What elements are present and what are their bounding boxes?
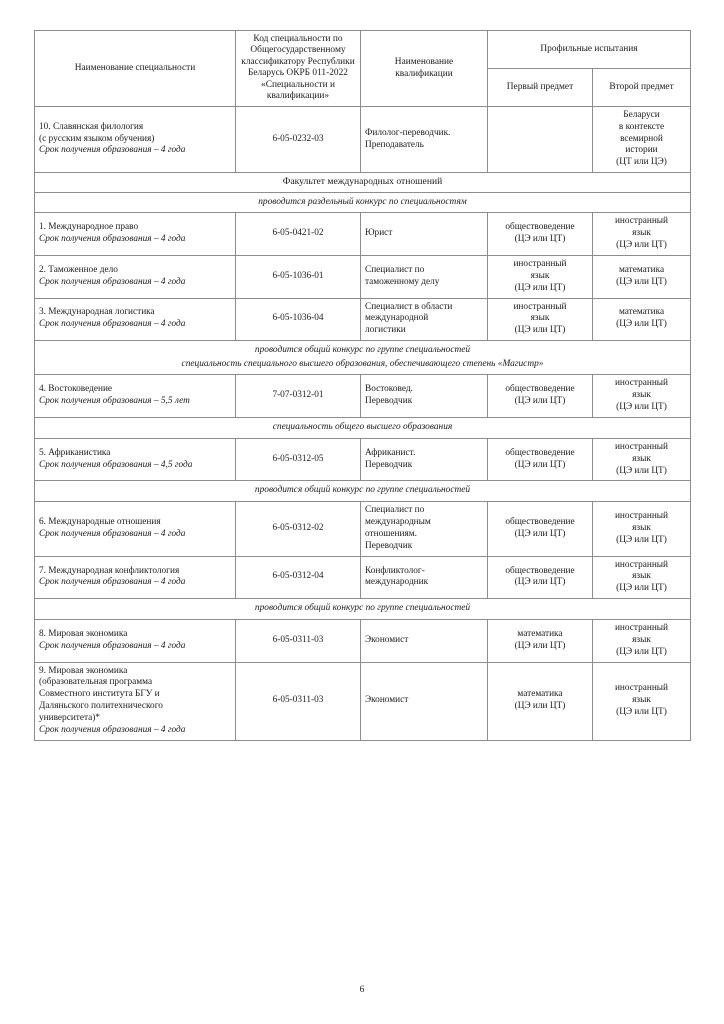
cell-specialty-code: 6-05-0311-03 [236, 619, 361, 662]
cell-qualification: Специалист по международным отношениям. Переводчик [361, 502, 488, 557]
cell-specialty-code: 6-05-0312-05 [236, 438, 361, 481]
cell-qualification: Конфликтолог- международник [361, 556, 488, 599]
cell-specialty-code: 6-05-0232-03 [236, 106, 361, 172]
cell-second-subject: иностранный язык (ЦЭ или ЦТ) [593, 375, 691, 418]
specialty-duration-text: Срок получения образования – 4 года [39, 233, 186, 244]
specialty-name-text: 1. Международное право [39, 222, 139, 233]
cell-specialty-code: 6-05-0312-02 [236, 502, 361, 557]
cell-specialty-name [35, 662, 236, 740]
specialty-duration-text: Срок получения образования – 4 года [39, 577, 186, 588]
cell-second-subject: математика (ЦЭ или ЦТ) [593, 255, 691, 298]
cell-specialty-code: 6-05-1036-04 [236, 298, 361, 341]
specialty-name-text: 4. Востоковедение [39, 384, 113, 395]
cell-specialty-code: 6-05-0421-02 [236, 213, 361, 256]
cell-specialty-code: 6-05-0312-04 [236, 556, 361, 599]
cell-specialty-code: 6-05-1036-01 [236, 255, 361, 298]
specialty-duration-text: Срок получения образования – 4 года [39, 640, 186, 651]
cell-qualification: Африканист. Переводчик [361, 438, 488, 481]
cell-specialty-code: 6-05-0311-03 [236, 662, 361, 740]
table-row [35, 298, 691, 341]
specialty-name-text: 10. Славянская филология (с русским языком обучения) [39, 121, 155, 144]
cell-first-subject: иностранный язык (ЦЭ или ЦТ) [488, 298, 593, 341]
header-first-subject: Первый предмет [488, 68, 593, 106]
cell-specialty-name [35, 556, 236, 599]
header-profile-exams: Профильные испытания [488, 31, 691, 69]
table-row [35, 213, 691, 256]
table-header-row-1 [35, 31, 691, 69]
cell-second-subject: иностранный язык (ЦЭ или ЦТ) [593, 619, 691, 662]
table-row [35, 556, 691, 599]
table-row [35, 375, 691, 418]
specialty-duration-text: Срок получения образования – 4 года [39, 319, 186, 330]
specialty-duration-text: Срок получения образования – 4,5 года [39, 459, 193, 470]
specialty-name-text: 8. Мировая экономика [39, 628, 128, 639]
cell-first-subject: иностранный язык (ЦЭ или ЦТ) [488, 255, 593, 298]
competition-note-row [35, 481, 691, 502]
cell-first-subject: обществоведение (ЦЭ или ЦТ) [488, 213, 593, 256]
specialty-name-text: 2. Таможенное дело [39, 264, 118, 275]
cell-second-subject: иностранный язык (ЦЭ или ЦТ) [593, 213, 691, 256]
cell-specialty-name [35, 502, 236, 557]
cell-specialty-name [35, 213, 236, 256]
table-row [35, 619, 691, 662]
table-row [35, 106, 691, 172]
competition-note-label: проводится раздельный конкурс по специальностям [35, 192, 691, 213]
header-second-subject: Второй предмет [593, 68, 691, 106]
table-header [35, 31, 691, 107]
cell-specialty-code: 7-07-0312-01 [236, 375, 361, 418]
specialty-name-text: 9. Мировая экономика (образовательная программа Совместного института БГУ и Даляньского политехнического университета)* [39, 665, 163, 724]
cell-second-subject: иностранный язык (ЦЭ или ЦТ) [593, 556, 691, 599]
cell-qualification: Экономист [361, 662, 488, 740]
specialty-duration-text: Срок получения образования – 4 года [39, 528, 186, 539]
cell-first-subject: обществоведение (ЦЭ или ЦТ) [488, 502, 593, 557]
cell-first-subject: математика (ЦЭ или ЦТ) [488, 619, 593, 662]
competition-note-label: проводится общий конкурс по группе специальностей [35, 481, 691, 502]
faculty-section-label: Факультет международных отношений [35, 173, 691, 192]
cell-first-subject: обществоведение (ЦЭ или ЦТ) [488, 556, 593, 599]
cell-first-subject: обществоведение (ЦЭ или ЦТ) [488, 438, 593, 481]
cell-specialty-name [35, 298, 236, 341]
header-specialty-code: Код специальности по Общегосударственному классификатору Республики Беларусь ОКРБ 011-2022 «Специальности и квалификации» [236, 31, 361, 107]
specialty-duration-text: Срок получения образования – 5,5 лет [39, 396, 190, 407]
competition-note-row [35, 418, 691, 439]
cell-second-subject: иностранный язык (ЦЭ или ЦТ) [593, 502, 691, 557]
header-specialty-name: Наименование специальности [35, 31, 236, 107]
page-number: 6 [359, 985, 365, 995]
cell-qualification: Юрист [361, 213, 488, 256]
cell-second-subject: иностранный язык (ЦЭ или ЦТ) [593, 438, 691, 481]
table-body [35, 106, 691, 740]
specialty-duration-text: Срок получения образования – 4 года [39, 725, 186, 735]
cell-first-subject [488, 106, 593, 172]
cell-qualification: Востоковед. Переводчик [361, 375, 488, 418]
cell-specialty-name [35, 619, 236, 662]
cell-specialty-name [35, 106, 236, 172]
cell-specialty-name [35, 255, 236, 298]
cell-first-subject: обществоведение (ЦЭ или ЦТ) [488, 375, 593, 418]
cell-first-subject: математика (ЦЭ или ЦТ) [488, 662, 593, 740]
specialty-duration-text: Срок получения образования – 4 года [39, 145, 186, 156]
table-row [35, 662, 691, 740]
specialties-table [34, 30, 691, 741]
table-row [35, 502, 691, 557]
specialty-name-text: 7. Международная конфликтология [39, 565, 180, 576]
competition-note-row [35, 599, 691, 620]
competition-note-label: специальность общего высшего образования [35, 418, 691, 439]
cell-qualification: Экономист [361, 619, 488, 662]
cell-second-subject: математика (ЦЭ или ЦТ) [593, 298, 691, 341]
specialty-name-text: 6. Международные отношения [39, 516, 161, 527]
specialty-name-text: 5. Африканистика [39, 447, 111, 458]
competition-note-row [35, 192, 691, 213]
specialty-duration-text: Срок получения образования – 4 года [39, 276, 186, 287]
cell-second-subject: Беларуси в контексте всемирной истории (ЦТ или ЦЭ) [593, 106, 691, 172]
cell-specialty-name [35, 438, 236, 481]
table-row [35, 255, 691, 298]
cell-qualification: Специалист по таможенному делу [361, 255, 488, 298]
competition-note-label: проводится общий конкурс по группе специальностей специальность специального высшего образования, обеспечивающего степень «Магистр» [35, 341, 691, 375]
faculty-section-row [35, 173, 691, 192]
cell-qualification: Специалист в области международной логистики [361, 298, 488, 341]
competition-note-row [35, 341, 691, 375]
cell-second-subject: иностранный язык (ЦЭ или ЦТ) [593, 662, 691, 740]
header-qualification-name: Наименование квалификации [361, 31, 488, 107]
table-row [35, 438, 691, 481]
specialty-name-text: 3. Международная логистика [39, 307, 155, 318]
competition-note-label: проводится общий конкурс по группе специальностей [35, 599, 691, 620]
cell-specialty-name [35, 375, 236, 418]
cell-qualification: Филолог-переводчик. Преподаватель [361, 106, 488, 172]
